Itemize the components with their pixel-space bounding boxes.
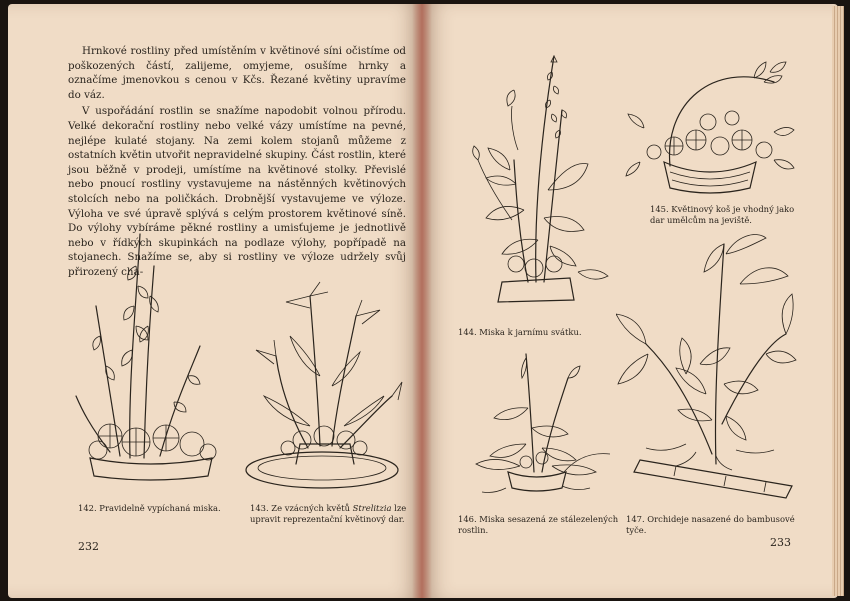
caption-145: 145. Květinový koš je vhodný jako dar umělcům na jeviště. (650, 204, 795, 225)
spring-bowl-illustration (458, 50, 618, 310)
paragraph-1: Hrnkové rostliny před umístěním v květinové síni očistíme od poškozených částí, zalijeme, omyjeme, osušíme hrnky a označíme jmenovkou s cenou v Kčs. Řezané květiny upravíme do váz. (68, 45, 406, 101)
caption-143-text-b: lze upravit reprezentační květinový dar. (250, 503, 407, 524)
evergreen-bowl-illustration (462, 348, 612, 508)
caption-144: 144. Miska k jarnímu svátku. (458, 327, 582, 337)
caption-147: 147. Orchideje nasazené do bambusové tyče. (626, 514, 795, 535)
flower-basket-illustration (624, 42, 796, 198)
book-spread (8, 4, 844, 598)
caption-143 (250, 503, 410, 525)
page-edges (832, 6, 844, 596)
gladiolus-bowl-illustration (70, 226, 230, 488)
page-number-right: 233 (770, 536, 791, 549)
page-number-left: 232 (78, 540, 99, 553)
caption-142: 142. Pravidelně vypíchaná miska. (78, 503, 221, 513)
left-page (8, 4, 422, 598)
orchid-bamboo-illustration (616, 224, 802, 500)
caption-143-italic: Strelitzia (352, 503, 392, 513)
paragraph-2: V uspořádání rostlin se snažíme napodobit volnou přírodu. Velké dekorační rostliny nebo velké vázy umístíme na pevné, nejlépe kulaté stojany. Na zemi kolem stojanů můžeme z ostatních květin utvořit nepravidelné skupiny. Část rostlin, které jsou běžně v prodeji, umístíme na květinové stolky. Převislé nebo pnoucí rostliny vystavujeme na nástěnných květinových stolcích nebo na poličkách. Drobnější vystavujeme ve výloze. Výloha ve své úpravě splývá s celým prostorem květinové síně. Do výlohy vybíráme pěkné rostliny a umisťujeme je jednotlivě nebo v řídkých skupinkách na podlaze výlohy, popřípadě na stojanech. Snažíme se, aby si rostliny ve výloze udržely svůj přirozený cha- (68, 105, 406, 278)
strelitzia-arrangement-illustration (240, 276, 408, 492)
book-gutter (412, 4, 432, 598)
caption-146: 146. Miska sesazená ze stálezelených rostlin. (458, 514, 619, 535)
caption-143-text-a: 143. Ze vzácných květů (250, 503, 353, 513)
right-page (422, 4, 838, 598)
